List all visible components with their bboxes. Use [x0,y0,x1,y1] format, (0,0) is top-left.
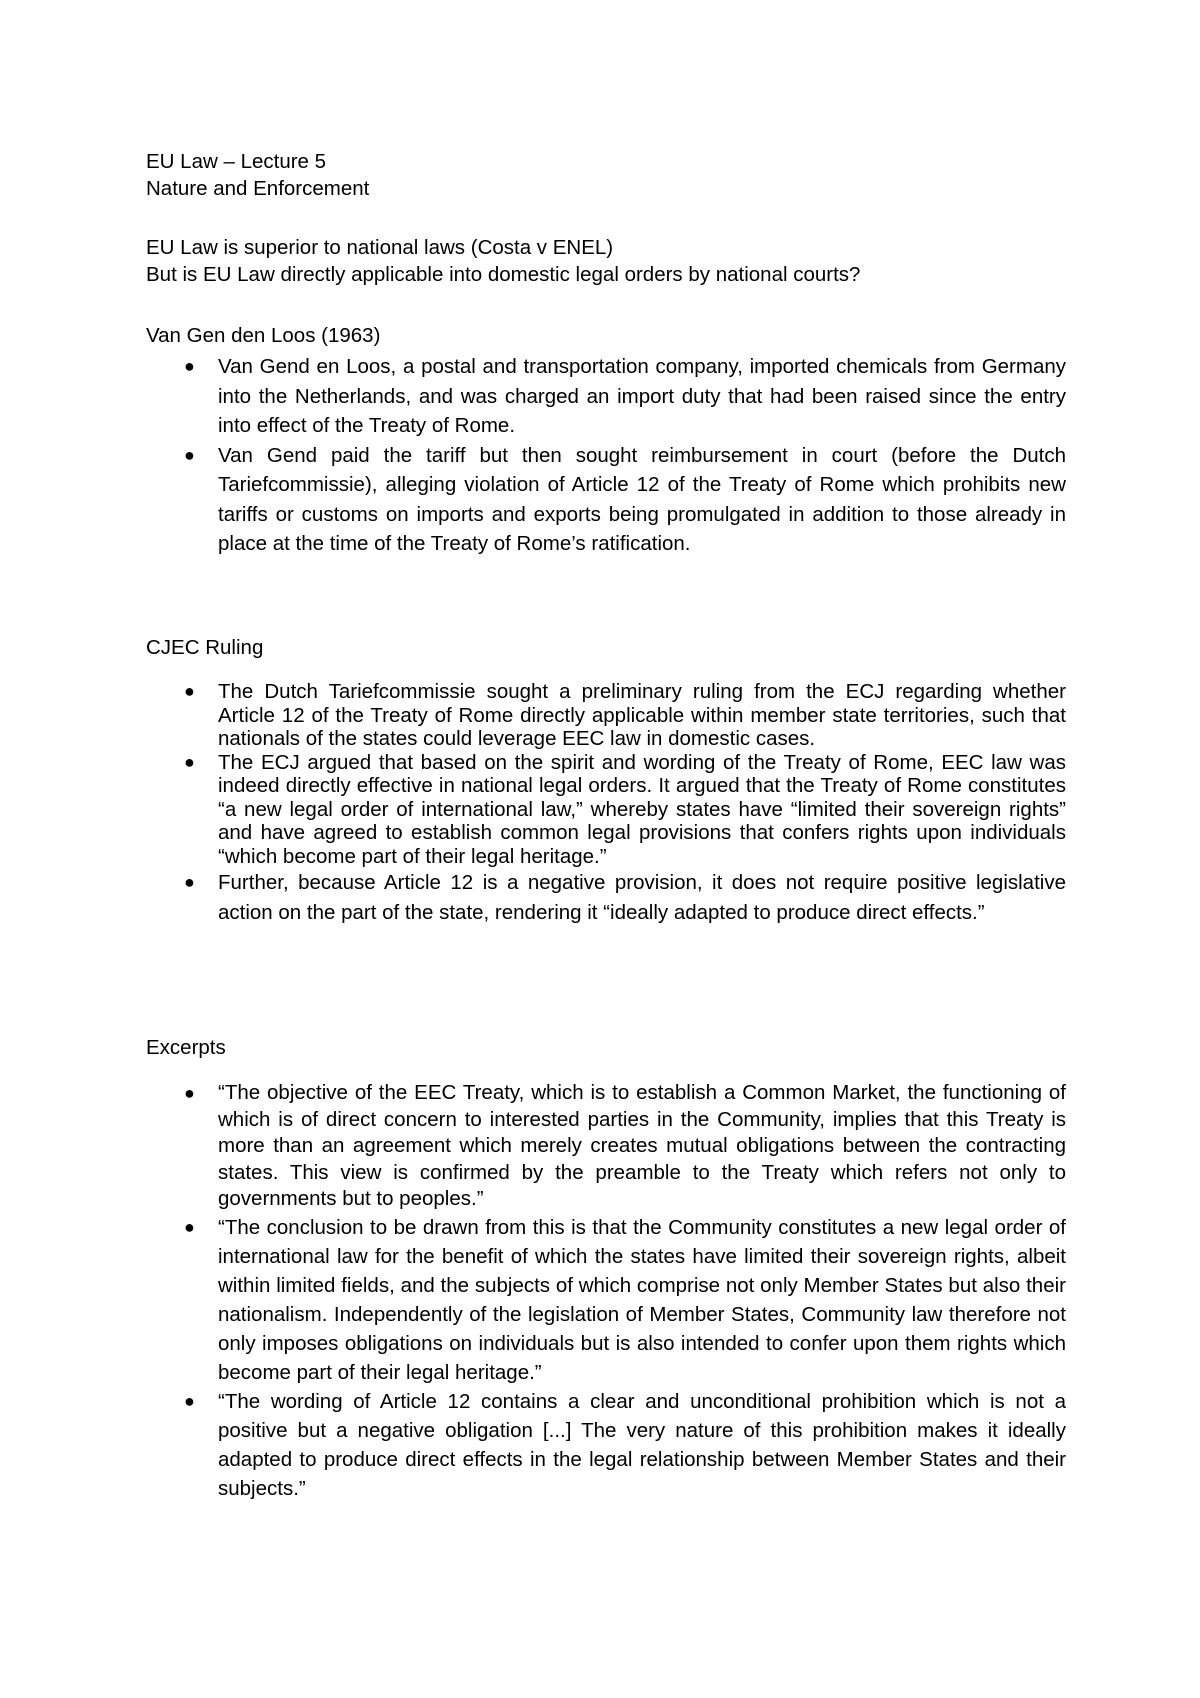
document-title [146,148,1066,202]
list-item-text: Further, because Article 12 is a negative provision, it does not require positive legislative action on the part of the state, rendering it “ideally adapted to produce direct effects.” [218,871,1066,924]
bullet-icon: ● [184,872,195,892]
list-item [146,352,1066,441]
case-heading: Van Gen den Loos (1963) [146,324,381,347]
ruling-heading: CJEC Ruling [146,636,264,659]
excerpts-heading: Excerpts [146,1036,226,1059]
intro-paragraph [146,234,1066,288]
list-item [146,751,1066,869]
list-item [146,680,1066,751]
list-item [146,868,1066,927]
intro-line-1: EU Law is superior to national laws (Costa v ENEL) [146,236,614,259]
list-item [146,441,1066,559]
bullet-icon: ● [184,681,195,701]
bullet-icon: ● [184,1390,195,1411]
list-item [146,1213,1066,1387]
list-item-text: Van Gend paid the tariff but then sought reimbursement in court (before the Dutch Tariefcommissie), alleging violation of Article 12 of the Treaty of Rome which prohibits new tariffs or customs on imports and exports being promulgated in addition to those already in place at the time of the Treaty of Rome’s ratification. [218,443,1066,555]
bullet-icon: ● [184,356,195,376]
list-item-text: “The wording of Article 12 contains a clear and unconditional prohibition which is not a positive but a negative obligation [...] The very nature of this prohibition makes it ideally adapted to produce direct effects in the legal relationship between Member States and their subjects.” [218,1389,1066,1500]
ruling-bullet-list [146,680,1066,927]
list-item-text: The Dutch Tariefcommissie sought a preliminary ruling from the ECJ regarding whether Article 12 of the Treaty of Rome directly applicable within member state territories, such that nationals of the states could leverage EEC law in domestic cases. [218,680,1066,750]
list-item [146,1387,1066,1503]
list-item-text: “The objective of the EEC Treaty, which is to establish a Common Market, the functioning of which is of direct concern to interested parties in the Community, implies that this Treaty is more than an agreement which merely creates mutual obligations between the contracting states. This view is confirmed by the preamble to the Treaty which refers not only to governments but to peoples.” [218,1081,1066,1210]
bullet-icon: ● [184,1216,195,1237]
excerpts-bullet-list [146,1080,1066,1503]
list-item-text: The ECJ argued that based on the spirit and wording of the Treaty of Rome, EEC law was indeed directly effective in national legal orders. It argued that the Treaty of Rome constitutes “a new legal order of international law,” whereby states have “limited their sovereign rights” and have agreed to establish common legal provisions that confers rights upon individuals “which become part of their legal heritage.” [218,750,1066,868]
bullet-icon: ● [184,444,195,465]
title-line-2: Nature and Enforcement [146,177,370,200]
case-bullet-list [146,352,1066,559]
title-line-1: EU Law – Lecture 5 [146,150,327,173]
bullet-icon: ● [184,1083,195,1103]
list-item-text: Van Gend en Loos, a postal and transportation company, imported chemicals from Germany into the Netherlands, and was charged an import duty that had been raised since the entry into effect of the Treaty of Rome. [218,355,1066,437]
list-item-text: “The conclusion to be drawn from this is that the Community constitutes a new legal order of international law for the benefit of which the states have limited their sovereign rights, albeit within limited fields, and the subjects of which comprise not only Member States but also their nationalism. Independently of the legislation of Member States, Community law therefore not only imposes obligations on individuals but is also intended to confer upon them rights which become part of their legal heritage.” [218,1215,1066,1384]
intro-line-2: But is EU Law directly applicable into domestic legal orders by national courts? [146,263,861,286]
list-item [146,1080,1066,1213]
bullet-icon: ● [184,751,195,772]
